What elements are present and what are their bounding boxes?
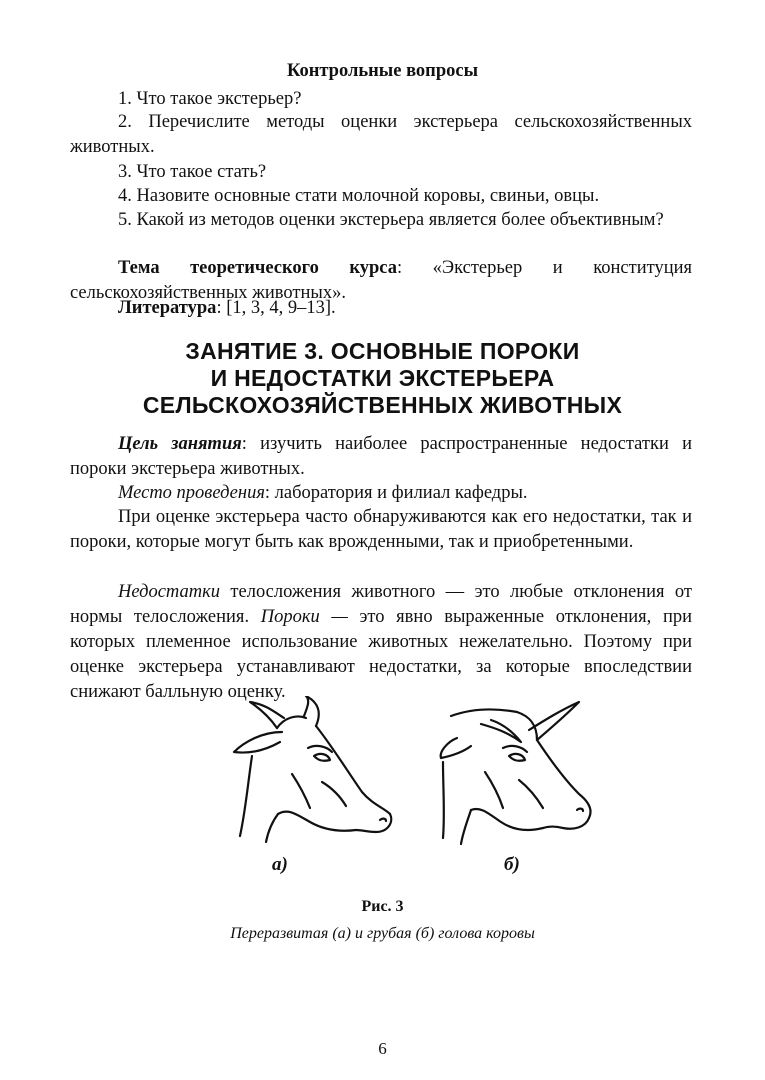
- definition-text-2: это явно выраженные отклонения, при которых племенное использование животных нежелательно. Поэтому при оценке экстерьера устанавливают недостатки, за которые впоследствии снижают балльную оценку.: [70, 607, 692, 702]
- figure-label-b: б): [504, 854, 520, 875]
- figure-number: Рис. 3: [361, 898, 404, 915]
- question-4: 4. Назовите основные стати молочной коровы, свиньи, овцы.: [118, 186, 600, 206]
- cow-head-illustration-b: [433, 698, 598, 846]
- question-1: 1. Что такое экстерьер?: [118, 89, 302, 109]
- question-5: 5. Какой из методов оценки экстерьера является более объективным?: [118, 210, 664, 230]
- question-3: 3. Что такое стать?: [118, 162, 267, 182]
- term-flaws: Недостатки: [118, 582, 221, 602]
- literature-label: Литература: [118, 298, 217, 318]
- lesson-title-line-2: И НЕДОСТАТКИ ЭКСТЕРЬЕРА: [210, 365, 555, 391]
- theme-label: Тема теоретического курса: [118, 258, 397, 278]
- question-2: 2. Перечислите методы оценки экстерьера сельскохозяйственных животных.: [70, 112, 692, 157]
- intro-paragraph: При оценке экстерьера часто обнаруживаются как его недостатки, так и пороки, которые могут быть как врожденными, так и приобретенными.: [70, 507, 692, 552]
- theme-text: : «Экстерьер и конституция сельскохозяйственных животных».: [70, 258, 692, 303]
- literature-text: : [1, 3, 4, 9–13].: [216, 298, 336, 318]
- definition-paragraph: [70, 580, 692, 705]
- page-number: 6: [378, 1039, 387, 1058]
- cow-head-illustration-a: [222, 696, 404, 846]
- goal-paragraph: [70, 432, 692, 482]
- goal-label: Цель занятия: [118, 434, 242, 454]
- place-text: : лаборатория и филиал кафедры.: [264, 483, 528, 503]
- definition-text-1: телосложения животного — это любые отклонения от нормы телосложения.: [70, 582, 692, 627]
- place-paragraph: [70, 481, 692, 506]
- figure-caption: Переразвитая (а) и грубая (б) голова коровы: [230, 925, 535, 942]
- term-defects: Пороки —: [260, 607, 348, 627]
- goal-text: : изучить наиболее распространенные недостатки и пороки экстерьера животных.: [70, 434, 692, 479]
- lesson-title-line-1: ЗАНЯТИЕ 3. ОСНОВНЫЕ ПОРОКИ: [185, 338, 580, 364]
- lesson-title-line-3: СЕЛЬСКОХОЗЯЙСТВЕННЫХ ЖИВОТНЫХ: [142, 392, 623, 418]
- place-label: Место проведения: [118, 483, 265, 503]
- questions-heading: Контрольные вопросы: [286, 61, 479, 81]
- figure-label-a: а): [272, 854, 288, 875]
- literature-paragraph: [70, 296, 692, 321]
